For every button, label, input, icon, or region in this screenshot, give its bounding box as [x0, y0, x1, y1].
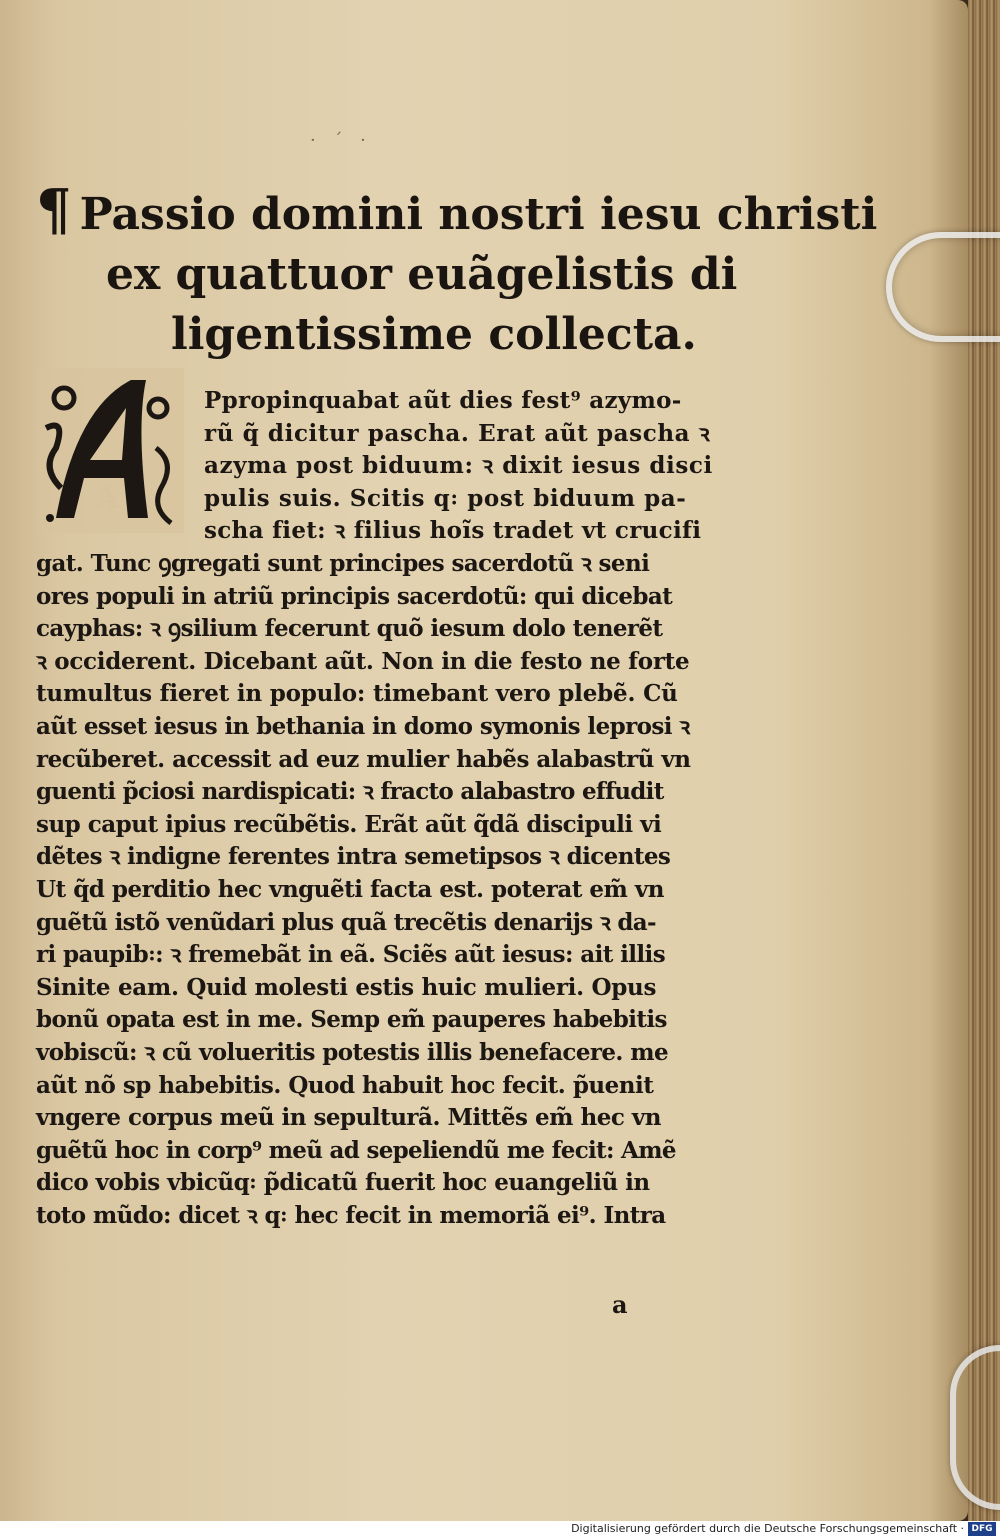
header-marks: · ´ · [310, 130, 372, 151]
body-line-5: scha fiet: ꝛ filius hoĩs tradet vt crucifi [204, 517, 702, 544]
page-title [36, 177, 878, 365]
body-line-6: gat. Tunc ꝯgregati sunt principes sacerdotũ ꝛ seni [36, 550, 650, 577]
body-line-11: aũt esset iesus in bethania in domo symonis leprosi ꝛ [36, 713, 690, 740]
body-line-23: vngere corpus meũ in sepulturã. Mittẽs em̃ hec vn [36, 1104, 661, 1131]
body-line-10: tumultus fieret in populo: timebant vero plebẽ. Cũ [36, 680, 678, 707]
body-line-22: aũt nõ sp habebitis. Quod habuit hoc fecit. p̃uenit [36, 1072, 654, 1099]
body-line-14: sup caput ipius recũbẽtis. Erãt aũt q̃dã discipuli vi [36, 811, 662, 838]
body-line-2: rũ q̃ dicitur pascha. Erat aũt pascha ꝛ [204, 420, 711, 447]
body-line-3: azyma post biduum: ꝛ dixit iesus disci [204, 452, 713, 479]
footer-credit: Digitalisierung gefördert durch die Deutsche Forschungsgemeinschaft · [571, 1522, 964, 1535]
body-line-13: guenti p̃ciosi nardispicati: ꝛ fracto alabastro effudit [36, 778, 664, 805]
body-line-1: Ppropinquabat aũt dies fest⁹ azymo- [204, 387, 682, 414]
signature-mark: a [612, 1290, 628, 1319]
body-line-12: recũberet. accessit ad euz mulier habẽs alabastrũ vn [36, 746, 691, 773]
body-line-7: ores populi in atriũ principis sacerdotũ: qui dicebat [36, 583, 673, 610]
body-line-4: pulis suis. Scitis q꞉ post biduum pa- [204, 485, 687, 512]
book-fore-edge [968, 0, 1000, 1521]
body-line-20: bonũ opata est in me. Semp em̃ pauperes habebitis [36, 1006, 667, 1033]
body-line-21: vobiscũ: ꝛ cũ volueritis potestis illis benefacere. me [36, 1039, 669, 1066]
pilcrow-icon: ¶ [36, 177, 72, 243]
body-line-18: ri paupib꞉: ꝛ fremebãt in eã. Sciẽs aũt iesus: ait illis [36, 941, 666, 968]
body-line-16: Ut q̃d perditio hec vnguẽti facta est. poterat em̃ vn [36, 876, 664, 903]
body-line-24: guẽtũ hoc in corp⁹ meũ ad sepeliendũ me fecit: Amẽ [36, 1137, 676, 1164]
body-line-17: guẽtũ istõ venũdari plus quã trecẽtis denarijs ꝛ da- [36, 909, 656, 936]
body-line-26: toto mũdo: dicet ꝛ q꞉ hec fecit in memoriã ei⁹. Intra [36, 1202, 666, 1229]
body-line-19: Sinite eam. Quid molesti estis huic mulieri. Opus [36, 974, 657, 1001]
initial-letter-glyph: A [96, 481, 120, 516]
decorated-initial-letter [36, 368, 184, 533]
title-line-1 [36, 177, 878, 245]
page-clip-bottom [950, 1345, 1000, 1510]
footer-bar [0, 1521, 1000, 1538]
body-line-25: dico vobis vbicũq꞉ p̃dicatũ fuerit hoc euangeliũ in [36, 1169, 650, 1196]
title-line-2: ex quattuor euãgelistis di [106, 249, 738, 300]
title-line-3: ligentissime collecta. [171, 309, 697, 360]
title-line-1-text: Passio domini nostri iesu christi [79, 189, 878, 240]
body-line-8: cayphas: ꝛ ꝯsilium fecerunt quõ iesum dolo tenerẽt [36, 615, 663, 642]
body-line-9: ꝛ occiderent. Dicebant aũt. Non in die festo ne forte [36, 648, 690, 675]
page-clip-top [886, 232, 1000, 342]
dfg-logo-icon: DFG [968, 1522, 996, 1536]
body-line-15: dẽtes ꝛ indigne ferentes intra semetipsos ꝛ dicentes [36, 843, 671, 870]
